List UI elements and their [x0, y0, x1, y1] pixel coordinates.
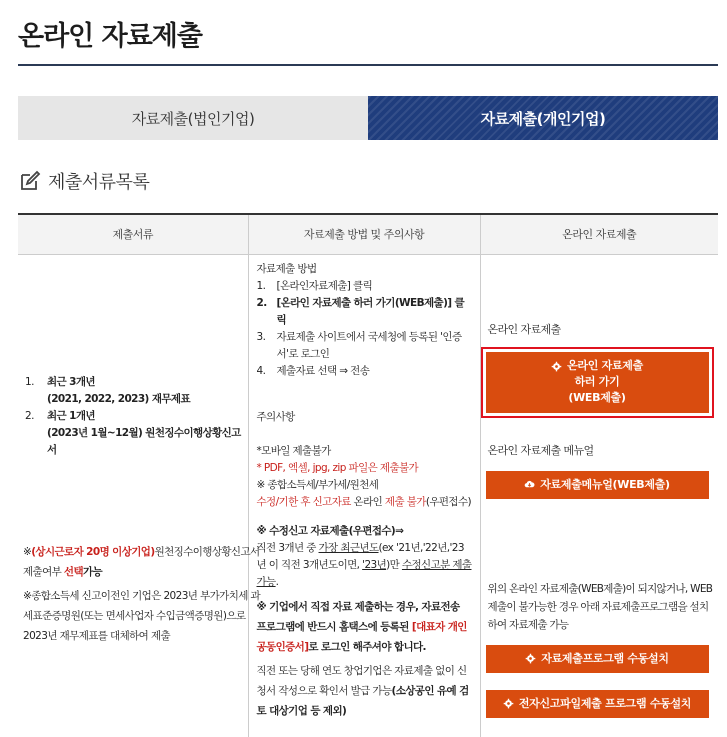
tax-note: ※ 종합소득세/부가세/원천세 수정/기한 후 신고자료 온라인 제출 불가(우편접수) [256, 478, 472, 508]
method-title: 자료제출 방법 [256, 262, 317, 275]
section-title: 제출서류목록 [48, 172, 150, 193]
tab-corporate[interactable]: 자료제출(법인기업) [18, 96, 368, 140]
method-cell [248, 254, 480, 737]
list-item: 4. 제출자료 선택 ⇒ 전송 [256, 364, 370, 377]
startup-note: 직전 또는 당해 연도 창업기업은 자료제출 없이 신청서 작성으로 확인서 발급 가능(소상공인 유예 검토 대상기업 등 제외) [256, 664, 469, 717]
online-cell [480, 254, 718, 737]
list-item: 1. 최근 3개년 [25, 375, 95, 388]
list-item-detail: (2021, 2022, 2023) 재무제표 [47, 392, 190, 405]
gear-icon [503, 698, 514, 709]
gear-icon [525, 653, 536, 664]
mobile-warning: *모바일 제출불가 [256, 444, 331, 457]
manual-button[interactable]: 자료제출메뉴얼(WEB제출) [486, 471, 709, 499]
list-item: 1. [온라인자료제출] 클릭 [256, 279, 373, 292]
note-withholding: ※(상시근로자 20명 이상기업)원천징수이행상황신고서 제출여부 선택가능 [23, 545, 260, 578]
efile-install-button[interactable]: 전자신고파일제출 프로그램 수동설치 [486, 690, 709, 718]
document-table [18, 213, 718, 737]
login-note: ※ 기업에서 직접 자료 제출하는 경우, 자료전송 프로그램에 반드시 홈택스에 등록된 [대표자 개인 공동인증서]로 로그인 해주셔야 합니다. [256, 600, 467, 653]
online-submit-label: 온라인 자료제출 [487, 322, 561, 336]
amend-title: ※ 수정신고 자료제출(우편접수)⇒ [256, 524, 404, 537]
amend-note: 직전 3개년 중 가장 최근년도(ex '21년,'22년,'23년 이 직전 3개년도이면, '23년)만 수정신고분 제출가능. [256, 541, 472, 588]
caution-title: 주의사항 [256, 410, 295, 423]
list-item: 2. [온라인 자료제출 하러 가기(WEB제출)] 클릭 [256, 296, 465, 326]
list-item: 2. 최근 1개년 [25, 409, 95, 422]
method-steps [257, 278, 472, 380]
cloud-download-icon [524, 479, 535, 490]
gear-icon [551, 361, 562, 372]
documents-cell [18, 254, 261, 737]
title-divider [18, 64, 718, 66]
edit-icon [18, 169, 42, 193]
section-header [18, 168, 149, 194]
tab-personal[interactable]: 자료제출(개인기업) [368, 96, 718, 140]
header-documents: 제출서류 [18, 214, 248, 254]
file-type-warning: * PDF, 엑셀, jpg, zip 파일은 제출불가 [256, 461, 419, 474]
header-method: 자료제출 방법 및 주의사항 [248, 214, 480, 254]
manual-label: 온라인 자료제출 메뉴얼 [487, 443, 594, 457]
documents-list [25, 374, 248, 459]
program-note: 위의 온라인 자료제출(WEB제출)이 되지않거나, WEB제출이 불가능한 경우 아래 자료제출프로그램을 설치하여 자료제출 가능 [487, 582, 713, 631]
list-item-detail: (2023년 1월~12월) 원천징수이행상황신고서 [47, 426, 241, 456]
page-title: 온라인 자료제출 [18, 21, 202, 52]
submission-tabs [18, 96, 718, 140]
list-item: 3. 자료제출 사이트에서 국세청에 등록된 '인증서'로 로그인 [256, 330, 462, 360]
note-vat: ※종합소득세 신고이전인 기업은 2023년 부가가치세 과세표준증명원(또는 면세사업자 수입금액증명원)으로 2023년 재무제표를 대체하여 제출 [23, 589, 261, 642]
documents-notes [23, 542, 263, 650]
header-online: 온라인 자료제출 [480, 214, 718, 254]
program-install-button[interactable]: 자료제출프로그램 수동설치 [486, 645, 709, 673]
online-submit-button[interactable]: 온라인 자료제출 하러 가기 (WEB제출) [486, 352, 709, 413]
